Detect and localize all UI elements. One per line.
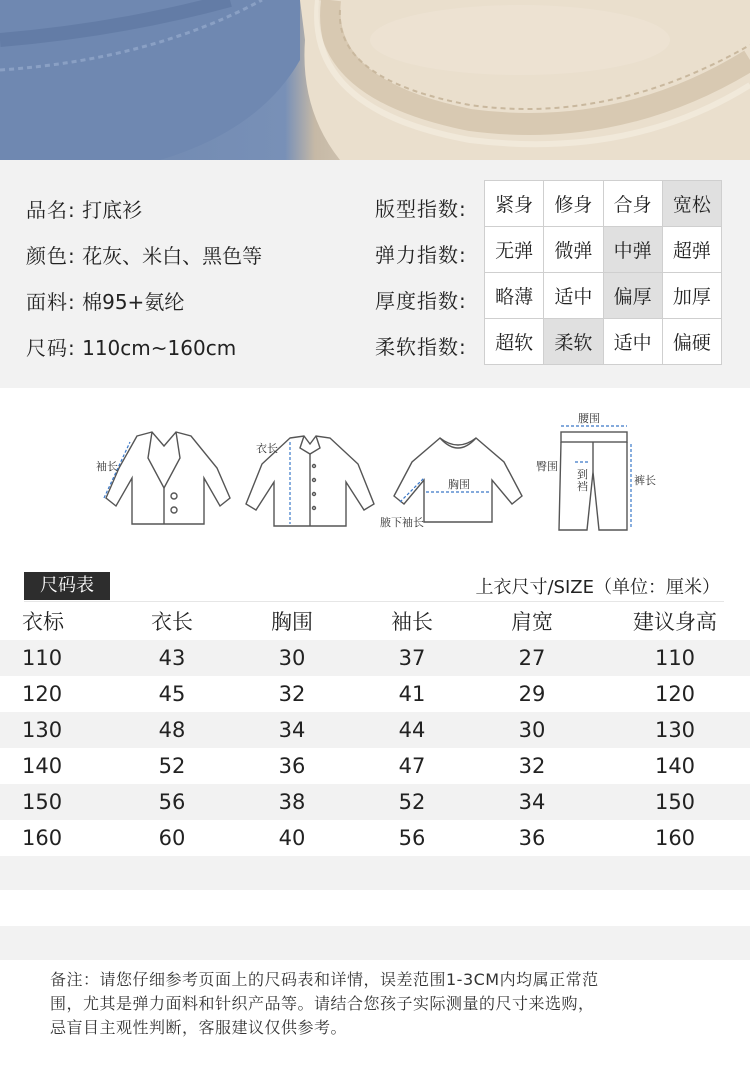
index-option-selected: 柔软 [544,319,603,365]
index-option: 加厚 [662,273,721,319]
index-option: 修身 [544,181,603,227]
table-row [0,676,750,712]
table-cell: 41 [398,682,426,706]
index-option: 偏硬 [662,319,721,365]
table-row [0,820,750,856]
waist-label: 腰围 [578,412,600,425]
table-cell: 32 [278,682,306,706]
body-length-label: 衣长 [256,442,278,455]
index-option: 适中 [544,273,603,319]
underarm-sleeve-label: 腋下袖长 [380,516,424,529]
table-row [0,712,750,748]
pants-icon [555,422,635,534]
table-cell: 130 [22,718,63,742]
table-row [0,748,750,784]
table-cell: 32 [518,754,546,778]
elasticity-index-options [485,227,722,273]
table-cell: 30 [518,718,546,742]
product-name-value: 打底衫 [82,198,143,222]
softness-index-label: 柔软指数: [375,335,467,359]
table-row [0,640,750,676]
chest-label: 胸围 [448,478,470,491]
table-cell: 52 [158,754,186,778]
thickness-index-label: 厚度指数: [375,289,467,313]
table-cell: 37 [398,646,426,670]
table-cell: 110 [654,646,696,670]
product-fabric-value: 棉95+氨纶 [82,290,185,314]
product-info-panel [0,160,750,388]
table-cell: 150 [22,790,63,814]
table-cell: 140 [22,754,63,778]
hip-label: 臀围 [536,460,558,473]
table-cell: 34 [278,718,306,742]
header-cell: 胸围 [271,610,313,634]
fabric-photo [0,0,750,160]
product-name-label: 品名: [26,198,76,222]
blazer-icon [92,428,237,528]
table-cell: 45 [158,682,186,706]
table-cell: 34 [518,790,546,814]
note-line: 围，尤其是弹力面料和针织产品等。请结合您孩子实际测量的尺寸来选购， [50,994,595,1013]
table-cell: 40 [278,826,306,850]
table-cell: 43 [158,646,186,670]
table-row [0,784,750,820]
table-cell: 36 [278,754,306,778]
table-cell: 110 [22,646,63,670]
header-cell: 肩宽 [511,610,553,634]
table-cell: 29 [518,682,546,706]
table-cell: 44 [398,718,426,742]
empty-table-row [0,926,750,960]
product-fabric-row [26,286,184,315]
note-line: 忌盲目主观性判断，客服建议仅供参考。 [50,1018,348,1037]
index-grid [484,180,722,365]
fit-index-label: 版型指数: [375,197,467,221]
table-cell: 160 [22,826,63,850]
table-cell: 30 [278,646,306,670]
table-cell: 47 [398,754,426,778]
table-cell: 120 [22,682,63,706]
index-option-selected: 宽松 [662,181,721,227]
size-note [50,968,722,1040]
size-table-tag: 尺码表 [24,572,110,600]
product-color-label: 颜色: [26,244,76,268]
product-size-value: 110cm~160cm [82,336,237,360]
index-option-selected: 偏厚 [603,273,662,319]
rise-label-2: 裆 [577,480,588,493]
table-cell: 52 [398,790,426,814]
header-cell: 袖长 [391,610,433,634]
rise-label-1: 到 [577,468,588,481]
sleeve-length-label: 袖长 [96,460,118,473]
index-option-selected: 中弹 [603,227,662,273]
table-cell: 60 [158,826,186,850]
product-name-row [26,194,142,223]
pants-length-label: 裤长 [634,474,656,487]
size-table-divider [24,601,724,602]
table-cell: 130 [654,718,696,742]
product-color-row [26,240,262,269]
table-cell: 27 [518,646,546,670]
softness-index-options [485,319,722,365]
product-fabric-label: 面料: [26,290,76,314]
header-cell: 衣长 [151,610,193,634]
index-option: 合身 [603,181,662,227]
table-cell: 38 [278,790,306,814]
measurement-guide [0,400,750,540]
index-option: 超弹 [662,227,721,273]
index-option: 适中 [603,319,662,365]
size-table-header [0,604,750,640]
table-cell: 56 [398,826,426,850]
index-option: 超软 [485,319,544,365]
note-line: 备注：请您仔细参考页面上的尺码表和详情，误差范围1-3CM内均属正常范 [50,970,599,989]
thickness-index-options [485,273,722,319]
product-size-row [26,332,236,361]
index-option: 无弹 [485,227,544,273]
table-cell: 56 [158,790,186,814]
table-cell: 160 [654,826,696,850]
header-cell: 建议身高 [633,610,717,634]
product-size-label: 尺码: [26,336,76,360]
index-option: 略薄 [485,273,544,319]
fit-index-options [485,181,722,227]
table-cell: 120 [654,682,696,706]
table-cell: 48 [158,718,186,742]
empty-table-row [0,856,750,890]
elasticity-index-label: 弹力指数: [375,243,467,267]
table-cell: 36 [518,826,546,850]
index-option: 微弹 [544,227,603,273]
table-cell: 140 [654,754,696,778]
index-option: 紧身 [485,181,544,227]
product-color-value: 花灰、米白、黑色等 [82,244,263,268]
size-table-unit: 上衣尺寸/SIZE（单位：厘米） [475,577,720,598]
header-cell: 衣标 [22,610,64,634]
table-cell: 150 [654,790,696,814]
